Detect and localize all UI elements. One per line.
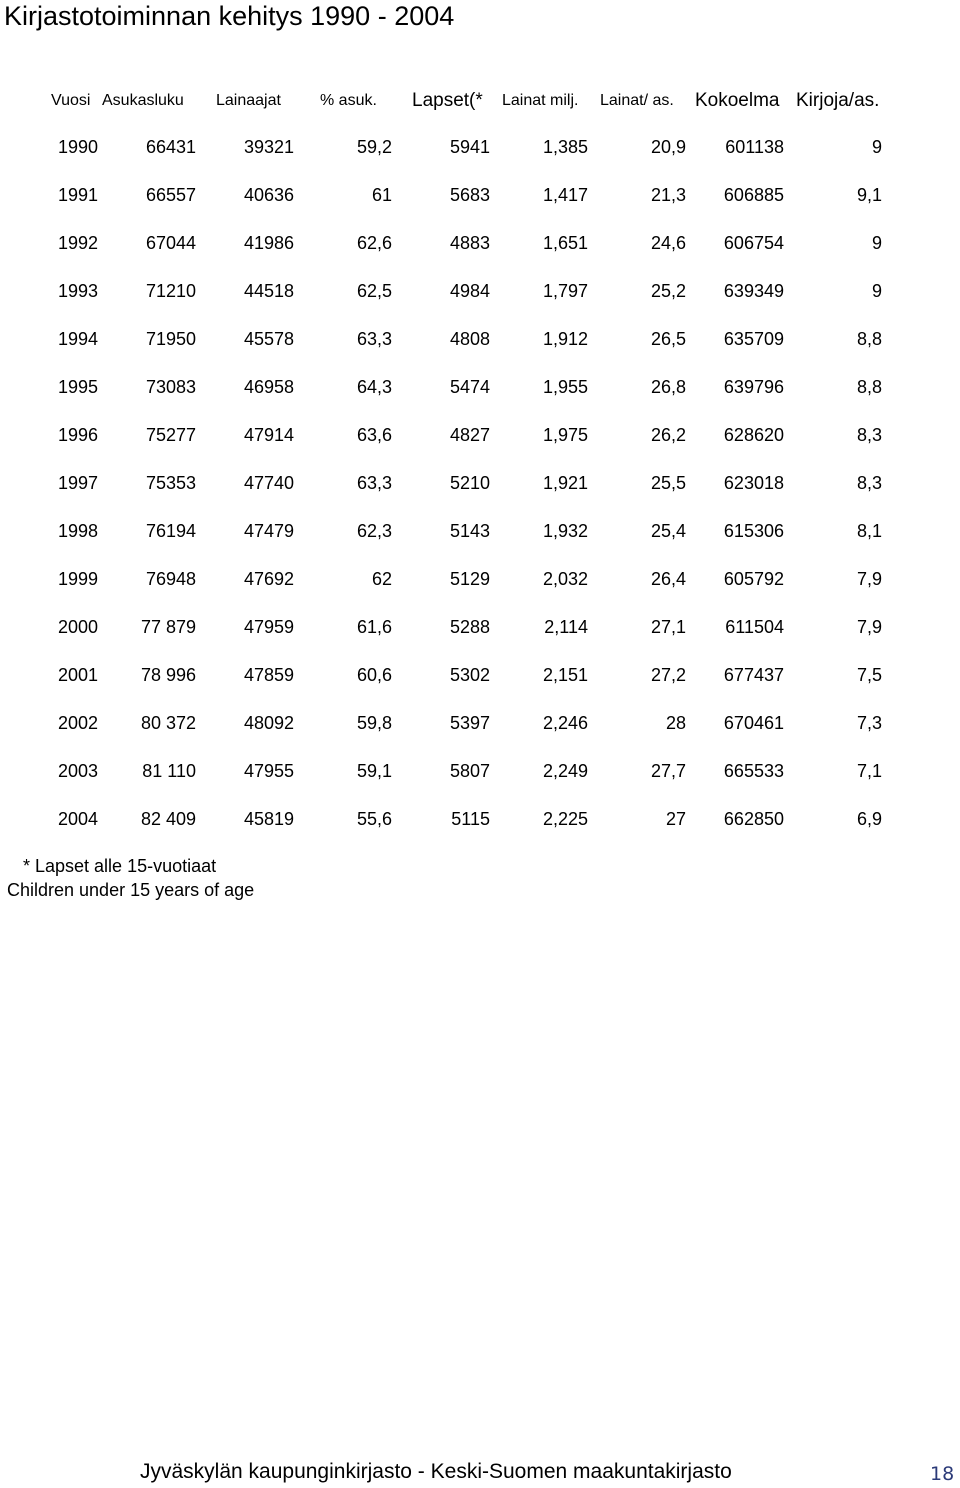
page-title: Kirjastotoiminnan kehitys 1990 - 2004 [4, 1, 455, 31]
cell-percent: 64,3 [356, 377, 392, 397]
cell-children: 5941 [449, 137, 490, 157]
table-row [0, 183, 960, 231]
header-lainat-per-as: Lainat/ as. [600, 92, 674, 109]
cell-population: 73083 [145, 377, 196, 397]
cell-collection: 623018 [723, 473, 784, 493]
cell-borrowers: 45578 [243, 329, 294, 349]
cell-percent: 61 [371, 185, 392, 205]
cell-books-per-capita: 9 [871, 233, 882, 253]
cell-collection: 639796 [723, 377, 784, 397]
table-row [0, 615, 960, 663]
cell-books-per-capita: 7,5 [856, 665, 882, 685]
cell-percent: 62,6 [356, 233, 392, 253]
cell-borrowers: 47955 [243, 761, 294, 781]
cell-percent: 60,6 [356, 665, 392, 685]
cell-books-per-capita: 7,3 [856, 713, 882, 733]
cell-collection: 662850 [723, 809, 784, 829]
cell-year: 1990 [57, 137, 98, 157]
cell-borrowers: 41986 [243, 233, 294, 253]
cell-books-per-capita: 8,8 [856, 377, 882, 397]
cell-population: 71950 [145, 329, 196, 349]
cell-borrowers: 47479 [243, 521, 294, 541]
cell-population: 67044 [145, 233, 196, 253]
table-row [0, 135, 960, 183]
cell-loans-per-capita: 21,3 [650, 185, 686, 205]
cell-books-per-capita: 6,9 [856, 809, 882, 829]
cell-books-per-capita: 7,9 [856, 617, 882, 637]
cell-children: 5474 [449, 377, 490, 397]
cell-loans-millions: 1,797 [542, 281, 588, 301]
cell-population: 77 879 [140, 617, 196, 637]
cell-children: 5129 [449, 569, 490, 589]
cell-collection: 670461 [723, 713, 784, 733]
cell-collection: 601138 [725, 137, 784, 157]
table-row [0, 807, 960, 855]
cell-population: 76194 [145, 521, 196, 541]
header-percent-asuk: % asuk. [320, 92, 377, 109]
cell-borrowers: 45819 [243, 809, 294, 829]
cell-collection: 605792 [723, 569, 784, 589]
cell-loans-per-capita: 24,6 [650, 233, 686, 253]
cell-year: 2001 [57, 665, 98, 685]
cell-loans-per-capita: 26,5 [650, 329, 686, 349]
cell-percent: 61,6 [356, 617, 392, 637]
cell-loans-per-capita: 28 [665, 713, 686, 733]
cell-borrowers: 46958 [243, 377, 294, 397]
table-row [0, 711, 960, 759]
cell-percent: 62,3 [356, 521, 392, 541]
footnote-fi: * Lapset alle 15-vuotiaat [23, 856, 217, 876]
cell-children: 4883 [449, 233, 490, 253]
cell-percent: 62 [371, 569, 392, 589]
cell-percent: 63,3 [356, 473, 392, 493]
cell-percent: 63,3 [356, 329, 392, 349]
cell-children: 5807 [449, 761, 490, 781]
header-kirjoja-per-as: Kirjoja/as. [796, 90, 880, 111]
header-vuosi: Vuosi [51, 92, 91, 109]
table-row [0, 279, 960, 327]
cell-loans-millions: 1,417 [542, 185, 588, 205]
cell-year: 1998 [57, 521, 98, 541]
cell-books-per-capita: 9,1 [856, 185, 882, 205]
cell-collection: 606754 [723, 233, 784, 253]
cell-loans-millions: 2,114 [544, 617, 588, 637]
cell-population: 82 409 [140, 809, 196, 829]
cell-borrowers: 39321 [243, 137, 294, 157]
table-row [0, 327, 960, 375]
cell-children: 5302 [449, 665, 490, 685]
cell-children: 5143 [449, 521, 490, 541]
cell-loans-per-capita: 25,5 [650, 473, 686, 493]
cell-loans-millions: 1,385 [542, 137, 588, 157]
cell-borrowers: 44518 [243, 281, 294, 301]
cell-population: 75277 [145, 425, 196, 445]
cell-loans-millions: 2,246 [542, 713, 588, 733]
cell-population: 71210 [145, 281, 196, 301]
cell-year: 1992 [57, 233, 98, 253]
footer-library-name: Jyväskylän kaupunginkirjasto - Keski-Suomen maakuntakirjasto [140, 1460, 732, 1483]
cell-collection: 615306 [723, 521, 784, 541]
cell-percent: 59,1 [356, 761, 392, 781]
table-row [0, 375, 960, 423]
header-lainaajat: Lainaajat [216, 92, 281, 109]
cell-population: 78 996 [140, 665, 196, 685]
cell-children: 4808 [449, 329, 490, 349]
cell-loans-per-capita: 27 [665, 809, 686, 829]
cell-loans-per-capita: 26,8 [650, 377, 686, 397]
cell-population: 66557 [145, 185, 196, 205]
cell-collection: 606885 [723, 185, 784, 205]
cell-loans-per-capita: 27,7 [650, 761, 686, 781]
cell-books-per-capita: 7,9 [856, 569, 882, 589]
cell-year: 1995 [57, 377, 98, 397]
cell-year: 2003 [57, 761, 98, 781]
cell-loans-per-capita: 25,2 [650, 281, 686, 301]
table-row [0, 663, 960, 711]
cell-population: 80 372 [140, 713, 196, 733]
cell-books-per-capita: 7,1 [856, 761, 882, 781]
cell-children: 4984 [449, 281, 490, 301]
cell-population: 66431 [145, 137, 196, 157]
table-row [0, 471, 960, 519]
cell-borrowers: 48092 [243, 713, 294, 733]
header-asukasluku: Asukasluku [102, 92, 184, 109]
header-lainat-milj: Lainat milj. [502, 92, 579, 109]
cell-children: 5397 [449, 713, 490, 733]
cell-loans-per-capita: 27,1 [650, 617, 686, 637]
footnote-en: Children under 15 years of age [7, 880, 255, 900]
cell-borrowers: 47859 [243, 665, 294, 685]
cell-borrowers: 47692 [243, 569, 294, 589]
cell-books-per-capita: 8,3 [856, 473, 882, 493]
header-kokoelma: Kokoelma [695, 90, 780, 111]
cell-year: 1991 [57, 185, 98, 205]
cell-percent: 55,6 [356, 809, 392, 829]
cell-year: 1993 [57, 281, 98, 301]
cell-loans-millions: 2,151 [542, 665, 588, 685]
cell-percent: 59,8 [356, 713, 392, 733]
table-row [0, 423, 960, 471]
cell-loans-per-capita: 26,4 [650, 569, 686, 589]
cell-loans-millions: 1,912 [542, 329, 588, 349]
cell-loans-per-capita: 25,4 [650, 521, 686, 541]
cell-books-per-capita: 8,1 [856, 521, 882, 541]
cell-borrowers: 47914 [243, 425, 294, 445]
cell-year: 1996 [57, 425, 98, 445]
table-row [0, 231, 960, 279]
page-number: 18 [930, 1463, 955, 1485]
cell-loans-millions: 1,932 [542, 521, 588, 541]
cell-collection: 611504 [725, 617, 784, 637]
cell-books-per-capita: 8,8 [856, 329, 882, 349]
cell-books-per-capita: 8,3 [856, 425, 882, 445]
cell-loans-millions: 2,249 [542, 761, 588, 781]
cell-percent: 63,6 [356, 425, 392, 445]
cell-percent: 62,5 [356, 281, 392, 301]
cell-loans-millions: 1,955 [542, 377, 588, 397]
cell-children: 4827 [449, 425, 490, 445]
cell-borrowers: 47959 [243, 617, 294, 637]
cell-borrowers: 40636 [243, 185, 294, 205]
cell-year: 2004 [57, 809, 98, 829]
cell-collection: 635709 [723, 329, 784, 349]
cell-collection: 665533 [723, 761, 784, 781]
cell-population: 76948 [145, 569, 196, 589]
cell-children: 5115 [451, 809, 490, 829]
cell-year: 2002 [57, 713, 98, 733]
cell-loans-per-capita: 20,9 [650, 137, 686, 157]
cell-loans-millions: 1,921 [542, 473, 588, 493]
cell-loans-millions: 2,225 [542, 809, 588, 829]
cell-collection: 628620 [723, 425, 784, 445]
header-lapset: Lapset(* [412, 90, 483, 111]
cell-year: 1997 [57, 473, 98, 493]
cell-books-per-capita: 9 [871, 137, 882, 157]
table-row [0, 759, 960, 807]
table-header-row [0, 88, 960, 114]
cell-percent: 59,2 [356, 137, 392, 157]
cell-loans-per-capita: 27,2 [650, 665, 686, 685]
cell-children: 5288 [449, 617, 490, 637]
cell-loans-millions: 1,651 [542, 233, 588, 253]
cell-loans-millions: 2,032 [542, 569, 588, 589]
cell-loans-millions: 1,975 [542, 425, 588, 445]
cell-collection: 677437 [723, 665, 784, 685]
cell-year: 2000 [57, 617, 98, 637]
table-body [0, 135, 960, 855]
cell-year: 1994 [57, 329, 98, 349]
cell-children: 5210 [449, 473, 490, 493]
table-row [0, 519, 960, 567]
cell-books-per-capita: 9 [871, 281, 882, 301]
cell-loans-per-capita: 26,2 [650, 425, 686, 445]
cell-children: 5683 [449, 185, 490, 205]
cell-borrowers: 47740 [243, 473, 294, 493]
table-row [0, 567, 960, 615]
cell-year: 1999 [57, 569, 98, 589]
cell-collection: 639349 [723, 281, 784, 301]
cell-population: 75353 [145, 473, 196, 493]
cell-population: 81 110 [142, 761, 196, 781]
